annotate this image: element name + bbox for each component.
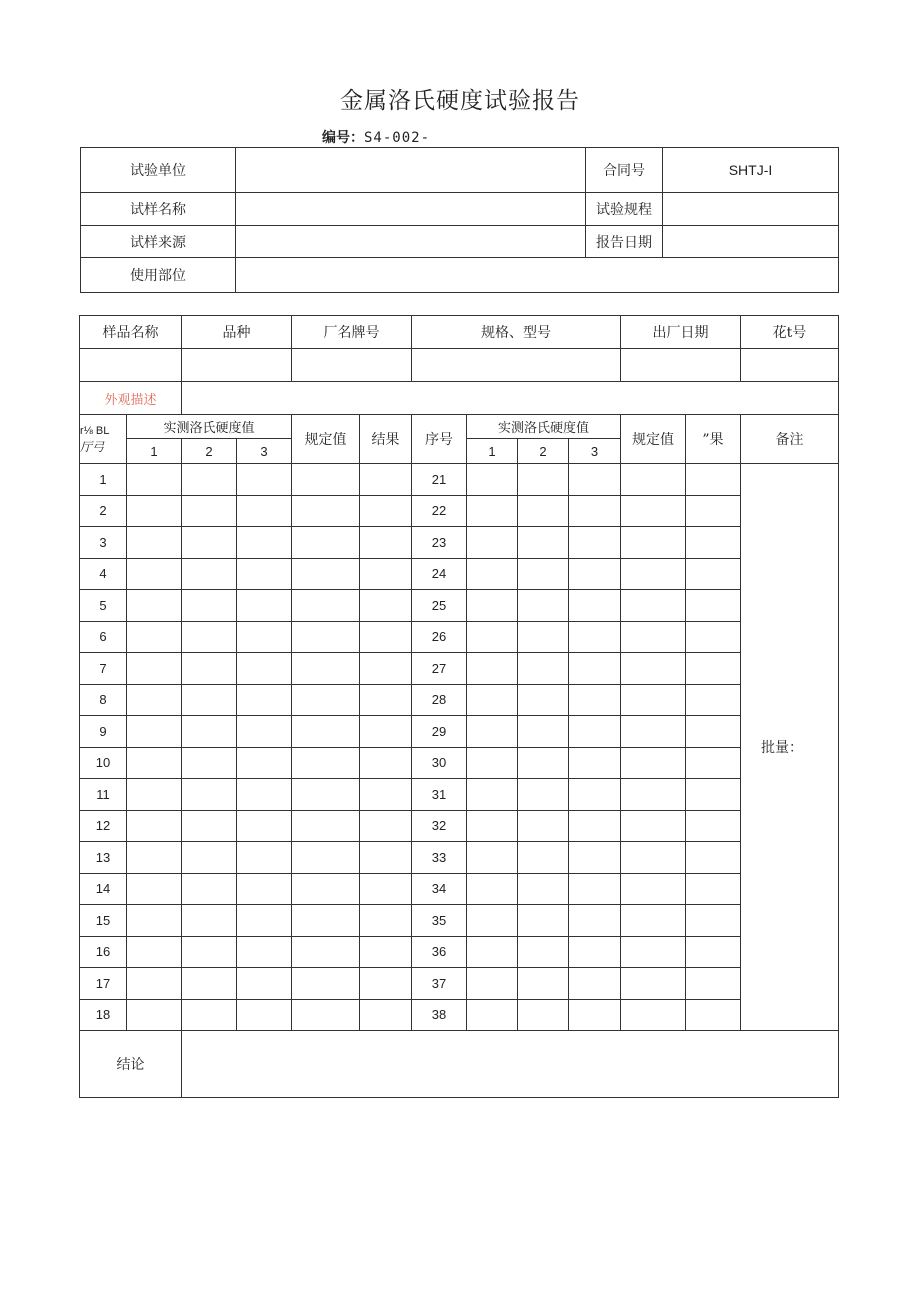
result-cell[interactable] [360, 684, 412, 716]
m2b-cell[interactable] [518, 464, 569, 496]
spec-value2-cell[interactable] [621, 495, 686, 527]
contract-label: 合同号 [586, 148, 663, 193]
seq2-cell: 35 [412, 905, 467, 937]
brand-cell[interactable] [292, 349, 412, 382]
spec-value2-cell[interactable] [621, 873, 686, 905]
m2b-cell[interactable] [518, 747, 569, 779]
spec-value-cell[interactable] [292, 968, 360, 1000]
m3b-cell[interactable] [569, 747, 621, 779]
seq2-cell: 29 [412, 716, 467, 748]
result-cell[interactable] [360, 905, 412, 937]
result-cell[interactable] [360, 590, 412, 622]
hardness-table [79, 315, 839, 1098]
spec-value2-cell[interactable] [621, 653, 686, 685]
m2-cell[interactable] [182, 810, 237, 842]
table-row [80, 527, 839, 559]
m1-cell[interactable] [127, 905, 182, 937]
table-row [80, 873, 839, 905]
m3b-cell[interactable] [569, 810, 621, 842]
unit-value[interactable] [236, 148, 586, 193]
m1-cell[interactable] [127, 590, 182, 622]
batch-label: 批量： [741, 464, 839, 1031]
m3-cell[interactable] [237, 810, 292, 842]
m2-cell[interactable] [182, 873, 237, 905]
seq2-cell: 23 [412, 527, 467, 559]
seq-cell: 13 [80, 842, 127, 874]
seq-cell: 11 [80, 779, 127, 811]
result-header: 结果 [360, 415, 412, 464]
procedure-value[interactable] [663, 193, 839, 226]
source-value[interactable] [236, 226, 586, 258]
m1b-cell[interactable] [467, 810, 518, 842]
m2-cell[interactable] [182, 495, 237, 527]
m1b-cell[interactable] [467, 590, 518, 622]
m2b-cell[interactable] [518, 810, 569, 842]
m1-cell[interactable] [127, 716, 182, 748]
header-spec: 规格、型号 [412, 316, 621, 349]
sample-name-value[interactable] [236, 193, 586, 226]
m2-cell[interactable] [182, 905, 237, 937]
m3b-cell[interactable] [569, 779, 621, 811]
seq2-cell: 24 [412, 558, 467, 590]
table-row [80, 999, 839, 1031]
spec-value2-cell[interactable] [621, 968, 686, 1000]
table-row [80, 842, 839, 874]
result-cell[interactable] [360, 936, 412, 968]
spec-value2-cell[interactable] [621, 936, 686, 968]
table-row [80, 968, 839, 1000]
result2-cell[interactable] [686, 716, 741, 748]
m1b-cell[interactable] [467, 653, 518, 685]
m2-cell[interactable] [182, 779, 237, 811]
seq2-cell: 36 [412, 936, 467, 968]
result2-cell[interactable] [686, 590, 741, 622]
m1-cell[interactable] [127, 968, 182, 1000]
m2b-cell[interactable] [518, 558, 569, 590]
result-cell[interactable] [360, 621, 412, 653]
spec-value2-cell[interactable] [621, 590, 686, 622]
m1-cell[interactable] [127, 558, 182, 590]
m1-cell[interactable] [127, 464, 182, 496]
report-date-label: 报告日期 [586, 226, 663, 258]
spec-value-cell[interactable] [292, 464, 360, 496]
m3-cell[interactable] [237, 653, 292, 685]
spec-value-cell[interactable] [292, 905, 360, 937]
seq-cell: 5 [80, 590, 127, 622]
seq-cell: 1 [80, 464, 127, 496]
seq-cell: 4 [80, 558, 127, 590]
seq-cell: 7 [80, 653, 127, 685]
seq2-cell: 30 [412, 747, 467, 779]
spec-value2-cell[interactable] [621, 779, 686, 811]
m1-cell[interactable] [127, 621, 182, 653]
result2-cell[interactable] [686, 810, 741, 842]
m1b-cell[interactable] [467, 621, 518, 653]
spec-value2-cell[interactable] [621, 810, 686, 842]
m1-cell[interactable] [127, 684, 182, 716]
result-cell[interactable] [360, 653, 412, 685]
seq-cell: 15 [80, 905, 127, 937]
m2b-cell[interactable] [518, 779, 569, 811]
m1-cell[interactable] [127, 747, 182, 779]
seq-cell: 3 [80, 527, 127, 559]
result2-cell[interactable] [686, 464, 741, 496]
table-row [80, 810, 839, 842]
m2-cell[interactable] [182, 716, 237, 748]
spec-value-cell[interactable] [292, 873, 360, 905]
result-cell[interactable] [360, 968, 412, 1000]
table-row [80, 621, 839, 653]
spec-value-cell[interactable] [292, 495, 360, 527]
m2b-cell[interactable] [518, 716, 569, 748]
spec-value-cell[interactable] [292, 590, 360, 622]
m2b-header: 2 [518, 439, 569, 464]
m3b-cell[interactable] [569, 558, 621, 590]
seq2-cell: 27 [412, 653, 467, 685]
seq2-cell: 21 [412, 464, 467, 496]
result2-cell[interactable] [686, 842, 741, 874]
seq-cell: 14 [80, 873, 127, 905]
m1b-cell[interactable] [467, 716, 518, 748]
m3-cell[interactable] [237, 716, 292, 748]
m2b-cell[interactable] [518, 873, 569, 905]
m1b-cell[interactable] [467, 527, 518, 559]
m1b-cell[interactable] [467, 873, 518, 905]
result2-cell[interactable] [686, 905, 741, 937]
m2-cell[interactable] [182, 747, 237, 779]
report-title: 金属洛氏硬度试验报告 [340, 88, 580, 114]
m1b-cell[interactable] [467, 936, 518, 968]
m2b-cell[interactable] [518, 495, 569, 527]
spec-value-cell[interactable] [292, 747, 360, 779]
m1-cell[interactable] [127, 495, 182, 527]
spec-value2-header: 规定值 [621, 415, 686, 464]
m3-cell[interactable] [237, 464, 292, 496]
seq-header-bottom: 厅弓 [80, 439, 105, 454]
conclusion-label: 结论 [80, 1031, 182, 1098]
result2-cell[interactable] [686, 495, 741, 527]
m1b-cell[interactable] [467, 779, 518, 811]
m2b-cell[interactable] [518, 999, 569, 1031]
result-cell[interactable] [360, 842, 412, 874]
spec-value-cell[interactable] [292, 999, 360, 1031]
header-brand: 厂名牌号 [292, 316, 412, 349]
m3b-cell[interactable] [569, 527, 621, 559]
result-cell[interactable] [360, 873, 412, 905]
source-label: 试样来源 [81, 226, 236, 258]
m2-cell[interactable] [182, 653, 237, 685]
appearance-value[interactable] [182, 382, 839, 415]
spec-value-cell[interactable] [292, 621, 360, 653]
sample-name-cell[interactable] [80, 349, 182, 382]
report-code [322, 127, 430, 147]
m1-cell[interactable] [127, 842, 182, 874]
spec-value-cell[interactable] [292, 842, 360, 874]
m3-cell[interactable] [237, 842, 292, 874]
seq2-header: 序号 [412, 415, 467, 464]
m3b-cell[interactable] [569, 716, 621, 748]
header-date: 出厂日期 [621, 316, 741, 349]
spec-value-cell[interactable] [292, 716, 360, 748]
table-row [80, 653, 839, 685]
result-cell[interactable] [360, 716, 412, 748]
m3-cell[interactable] [237, 747, 292, 779]
result-cell[interactable] [360, 558, 412, 590]
m2-cell[interactable] [182, 621, 237, 653]
result2-cell[interactable] [686, 968, 741, 1000]
code-value: S4-002- [364, 130, 431, 146]
m1b-cell[interactable] [467, 905, 518, 937]
m3b-cell[interactable] [569, 936, 621, 968]
m3-cell[interactable] [237, 905, 292, 937]
m1b-cell[interactable] [467, 558, 518, 590]
m3-cell[interactable] [237, 873, 292, 905]
seq-cell: 6 [80, 621, 127, 653]
usage-label: 使用部位 [81, 258, 236, 293]
table-row [80, 779, 839, 811]
m2b-cell[interactable] [518, 527, 569, 559]
m3-cell[interactable] [237, 558, 292, 590]
spec-value-cell[interactable] [292, 527, 360, 559]
seq-cell: 9 [80, 716, 127, 748]
seq2-cell: 26 [412, 621, 467, 653]
m3-cell[interactable] [237, 684, 292, 716]
info-table [80, 147, 839, 293]
spec-value-cell[interactable] [292, 684, 360, 716]
table-row [80, 716, 839, 748]
seq2-cell: 38 [412, 999, 467, 1031]
m2b-cell[interactable] [518, 936, 569, 968]
seq2-cell: 25 [412, 590, 467, 622]
m3b-cell[interactable] [569, 999, 621, 1031]
table-row [80, 590, 839, 622]
seq2-cell: 32 [412, 810, 467, 842]
seq-cell: 8 [80, 684, 127, 716]
m2-cell[interactable] [182, 464, 237, 496]
seq-cell: 17 [80, 968, 127, 1000]
m2-cell[interactable] [182, 999, 237, 1031]
result2-cell[interactable] [686, 779, 741, 811]
m2-cell[interactable] [182, 558, 237, 590]
header-variety: 品种 [182, 316, 292, 349]
result-cell[interactable] [360, 747, 412, 779]
result2-cell[interactable] [686, 936, 741, 968]
m3b-cell[interactable] [569, 495, 621, 527]
spec-value2-cell[interactable] [621, 716, 686, 748]
result2-cell[interactable] [686, 558, 741, 590]
table-row [80, 905, 839, 937]
spec-value-header: 规定值 [292, 415, 360, 464]
result2-cell[interactable] [686, 747, 741, 779]
m1-header: 1 [127, 439, 182, 464]
seq2-cell: 37 [412, 968, 467, 1000]
m1-cell[interactable] [127, 527, 182, 559]
spec-value2-cell[interactable] [621, 747, 686, 779]
m2b-cell[interactable] [518, 653, 569, 685]
m3-cell[interactable] [237, 621, 292, 653]
result2-cell[interactable] [686, 873, 741, 905]
table-row [80, 558, 839, 590]
spec-value2-cell[interactable] [621, 684, 686, 716]
m3b-cell[interactable] [569, 684, 621, 716]
m1-cell[interactable] [127, 653, 182, 685]
m1-cell[interactable] [127, 873, 182, 905]
m2-cell[interactable] [182, 968, 237, 1000]
result2-cell[interactable] [686, 653, 741, 685]
result2-cell[interactable] [686, 527, 741, 559]
measured-header: 实测洛氏硬度值 [127, 415, 292, 439]
m2b-cell[interactable] [518, 684, 569, 716]
seq-cell: 12 [80, 810, 127, 842]
spec-value-cell[interactable] [292, 936, 360, 968]
m3-cell[interactable] [237, 495, 292, 527]
result-cell[interactable] [360, 527, 412, 559]
m3-cell[interactable] [237, 936, 292, 968]
result2-cell[interactable] [686, 999, 741, 1031]
appearance-label: 外观描述 [80, 382, 182, 415]
seq-cell: 10 [80, 747, 127, 779]
table-row [80, 936, 839, 968]
remark-header: 备注 [741, 415, 839, 464]
m2b-cell[interactable] [518, 905, 569, 937]
m3b-cell[interactable] [569, 873, 621, 905]
table-row [80, 464, 839, 496]
m2-header: 2 [182, 439, 237, 464]
spec-value2-cell[interactable] [621, 527, 686, 559]
seq-header [80, 415, 127, 464]
m3-cell[interactable] [237, 999, 292, 1031]
header-furnace: 花t号 [741, 316, 839, 349]
spec-value2-cell[interactable] [621, 621, 686, 653]
m3-cell[interactable] [237, 527, 292, 559]
header-sample-name: 样品名称 [80, 316, 182, 349]
m3b-cell[interactable] [569, 653, 621, 685]
spec-value-cell[interactable] [292, 558, 360, 590]
result2-cell[interactable] [686, 621, 741, 653]
furnace-cell[interactable] [741, 349, 839, 382]
m3b-cell[interactable] [569, 590, 621, 622]
m3-header: 3 [237, 439, 292, 464]
m3b-header: 3 [569, 439, 621, 464]
m1-cell[interactable] [127, 779, 182, 811]
m1b-cell[interactable] [467, 684, 518, 716]
usage-value[interactable] [236, 258, 839, 293]
m1b-cell[interactable] [467, 747, 518, 779]
spec-value2-cell[interactable] [621, 842, 686, 874]
m1b-cell[interactable] [467, 495, 518, 527]
m1-cell[interactable] [127, 810, 182, 842]
seq-cell: 18 [80, 999, 127, 1031]
table-row [80, 495, 839, 527]
result-cell[interactable] [360, 495, 412, 527]
seq2-cell: 34 [412, 873, 467, 905]
m3b-cell[interactable] [569, 842, 621, 874]
measured2-header: 实测洛氏硬度值 [467, 415, 621, 439]
m3-cell[interactable] [237, 968, 292, 1000]
m2b-cell[interactable] [518, 968, 569, 1000]
table-row [80, 747, 839, 779]
m3-cell[interactable] [237, 779, 292, 811]
code-label: 编号： [322, 130, 364, 146]
spec-value2-cell[interactable] [621, 905, 686, 937]
spec-value-cell[interactable] [292, 810, 360, 842]
m2-cell[interactable] [182, 842, 237, 874]
contract-value[interactable]: SHTJ-I [663, 148, 839, 193]
seq2-cell: 31 [412, 779, 467, 811]
seq-cell: 16 [80, 936, 127, 968]
unit-label: 试验单位 [81, 148, 236, 193]
m2-cell[interactable] [182, 527, 237, 559]
m3b-cell[interactable] [569, 464, 621, 496]
procedure-label: 试验规程 [586, 193, 663, 226]
m1b-header: 1 [467, 439, 518, 464]
sample-name-label: 试样名称 [81, 193, 236, 226]
m3b-cell[interactable] [569, 621, 621, 653]
seq2-cell: 33 [412, 842, 467, 874]
m3b-cell[interactable] [569, 905, 621, 937]
seq2-cell: 28 [412, 684, 467, 716]
result2-header: ”果 [686, 415, 741, 464]
report-date-value[interactable] [663, 226, 839, 258]
spec-value2-cell[interactable] [621, 999, 686, 1031]
m2-cell[interactable] [182, 684, 237, 716]
table-row [80, 684, 839, 716]
spec-value-cell[interactable] [292, 779, 360, 811]
result2-cell[interactable] [686, 684, 741, 716]
conclusion-value[interactable] [182, 1031, 839, 1098]
spec-value2-cell[interactable] [621, 464, 686, 496]
m2b-cell[interactable] [518, 590, 569, 622]
result-cell[interactable] [360, 464, 412, 496]
spec-cell[interactable] [412, 349, 621, 382]
date-cell[interactable] [621, 349, 741, 382]
m1b-cell[interactable] [467, 464, 518, 496]
m1-cell[interactable] [127, 936, 182, 968]
m1b-cell[interactable] [467, 842, 518, 874]
spec-value-cell[interactable] [292, 653, 360, 685]
m2-cell[interactable] [182, 936, 237, 968]
m1b-cell[interactable] [467, 999, 518, 1031]
spec-value2-cell[interactable] [621, 558, 686, 590]
result-cell[interactable] [360, 999, 412, 1031]
result-cell[interactable] [360, 779, 412, 811]
m2b-cell[interactable] [518, 621, 569, 653]
m2b-cell[interactable] [518, 842, 569, 874]
seq2-cell: 22 [412, 495, 467, 527]
m1b-cell[interactable] [467, 968, 518, 1000]
seq-cell: 2 [80, 495, 127, 527]
seq-header-top: r⅛ BL [80, 424, 110, 437]
m1-cell[interactable] [127, 999, 182, 1031]
m3b-cell[interactable] [569, 968, 621, 1000]
m3-cell[interactable] [237, 590, 292, 622]
variety-cell[interactable] [182, 349, 292, 382]
result-cell[interactable] [360, 810, 412, 842]
m2-cell[interactable] [182, 590, 237, 622]
